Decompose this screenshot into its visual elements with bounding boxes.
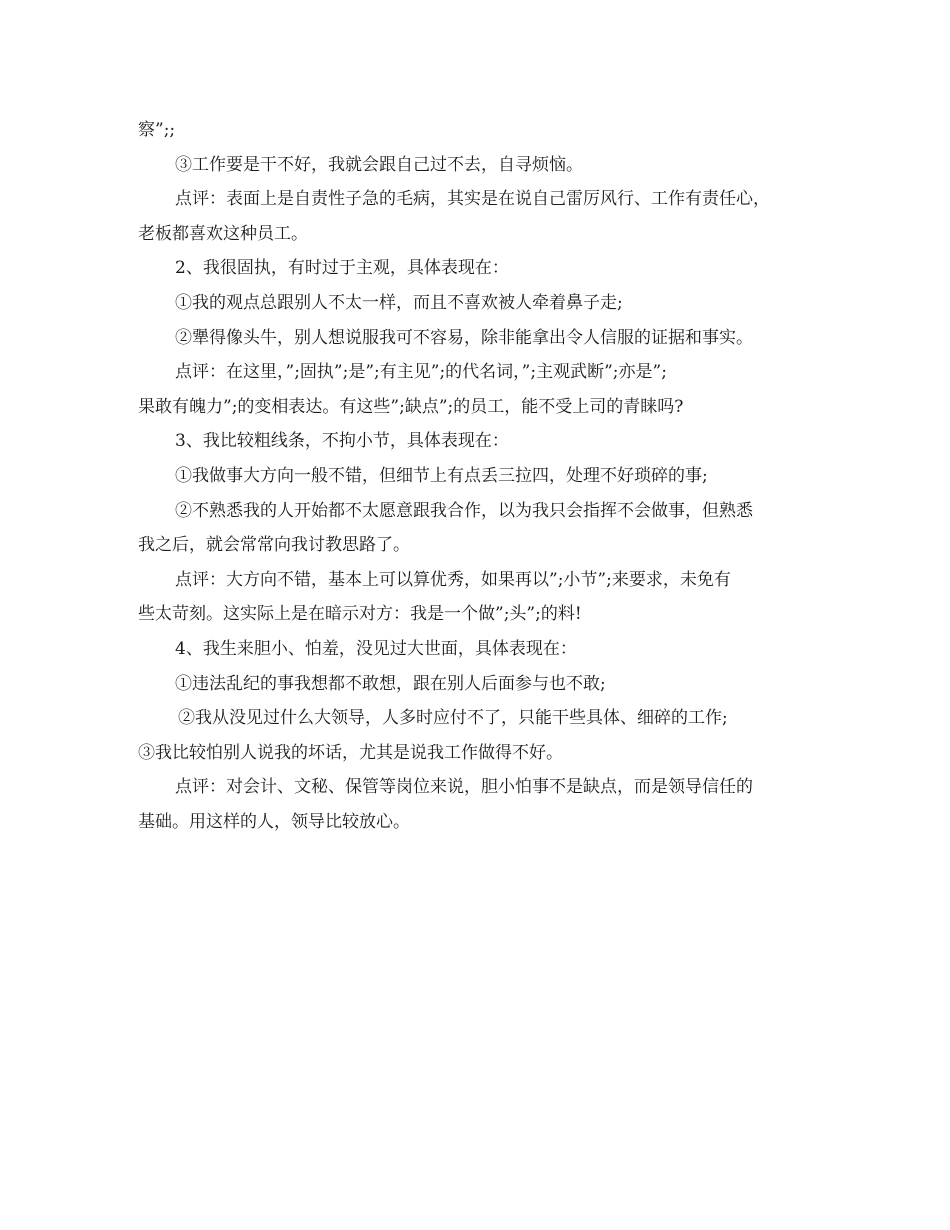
text-line: ②我从没见过什么大领导，人多时应付不了，只能干些具体、细碎的工作; [178,708,728,729]
text-line: 基础。用这样的人，领导比较放心。 [138,811,410,832]
text-line: ②不熟悉我的人开始都不太愿意跟我合作，以为我只会指挥不会做事，但熟悉 [175,500,753,521]
text-line: ③我比较怕别人说我的坏话，尤其是说我工作做得不好。 [138,742,563,763]
text-line: 果敢有魄力”;的变相表达。有这些”;缺点”;的员工，能不受上司的青睐吗? [138,396,684,417]
text-line: 点评：在这里，”;固执”;是”;有主见”;的代名词，”;主观武断”;亦是”; [175,362,667,383]
text-line: 我之后，就会常常向我讨教思路了。 [138,535,410,556]
text-line: 4、我生来胆小、怕羞，没见过大世面，具体表现在： [175,638,577,659]
text-line: 3、我比较粗线条，不拘小节，具体表现在： [175,431,509,452]
text-line: ③工作要是干不好，我就会跟自己过不去，自寻烦恼。 [175,154,583,175]
text-line: 些太苛刻。这实际上是在暗示对方：我是一个做”;头”;的料! [138,604,582,625]
text-line: 点评：表面上是自责性子急的毛病，其实是在说自己雷厉风行、工作有责任心， [175,189,770,210]
text-line: 察”;; [138,120,176,140]
text-line: 2、我很固执，有时过于主观，具体表现在： [175,258,509,279]
text-line: 点评：大方向不错，基本上可以算优秀，如果再以”;小节”;来要求，未免有 [175,569,731,590]
text-line: ①违法乱纪的事我想都不敢想，跟在别人后面参与也不敢; [175,673,606,694]
text-line: 老板都喜欢这种员工。 [138,223,308,244]
text-line: ②犟得像头牛，别人想说服我可不容易，除非能拿出令人信服的证据和事实。 [175,327,753,348]
text-line: ①我的观点总跟别人不太一样，而且不喜欢被人牵着鼻子走; [175,292,623,313]
document-page [138,113,818,839]
text-line: 点评：对会计、文秘、保管等岗位来说，胆小怕事不是缺点，而是领导信任的 [175,777,753,798]
text-line: ①我做事大方向一般不错，但细节上有点丢三拉四，处理不好琐碎的事; [175,465,708,486]
